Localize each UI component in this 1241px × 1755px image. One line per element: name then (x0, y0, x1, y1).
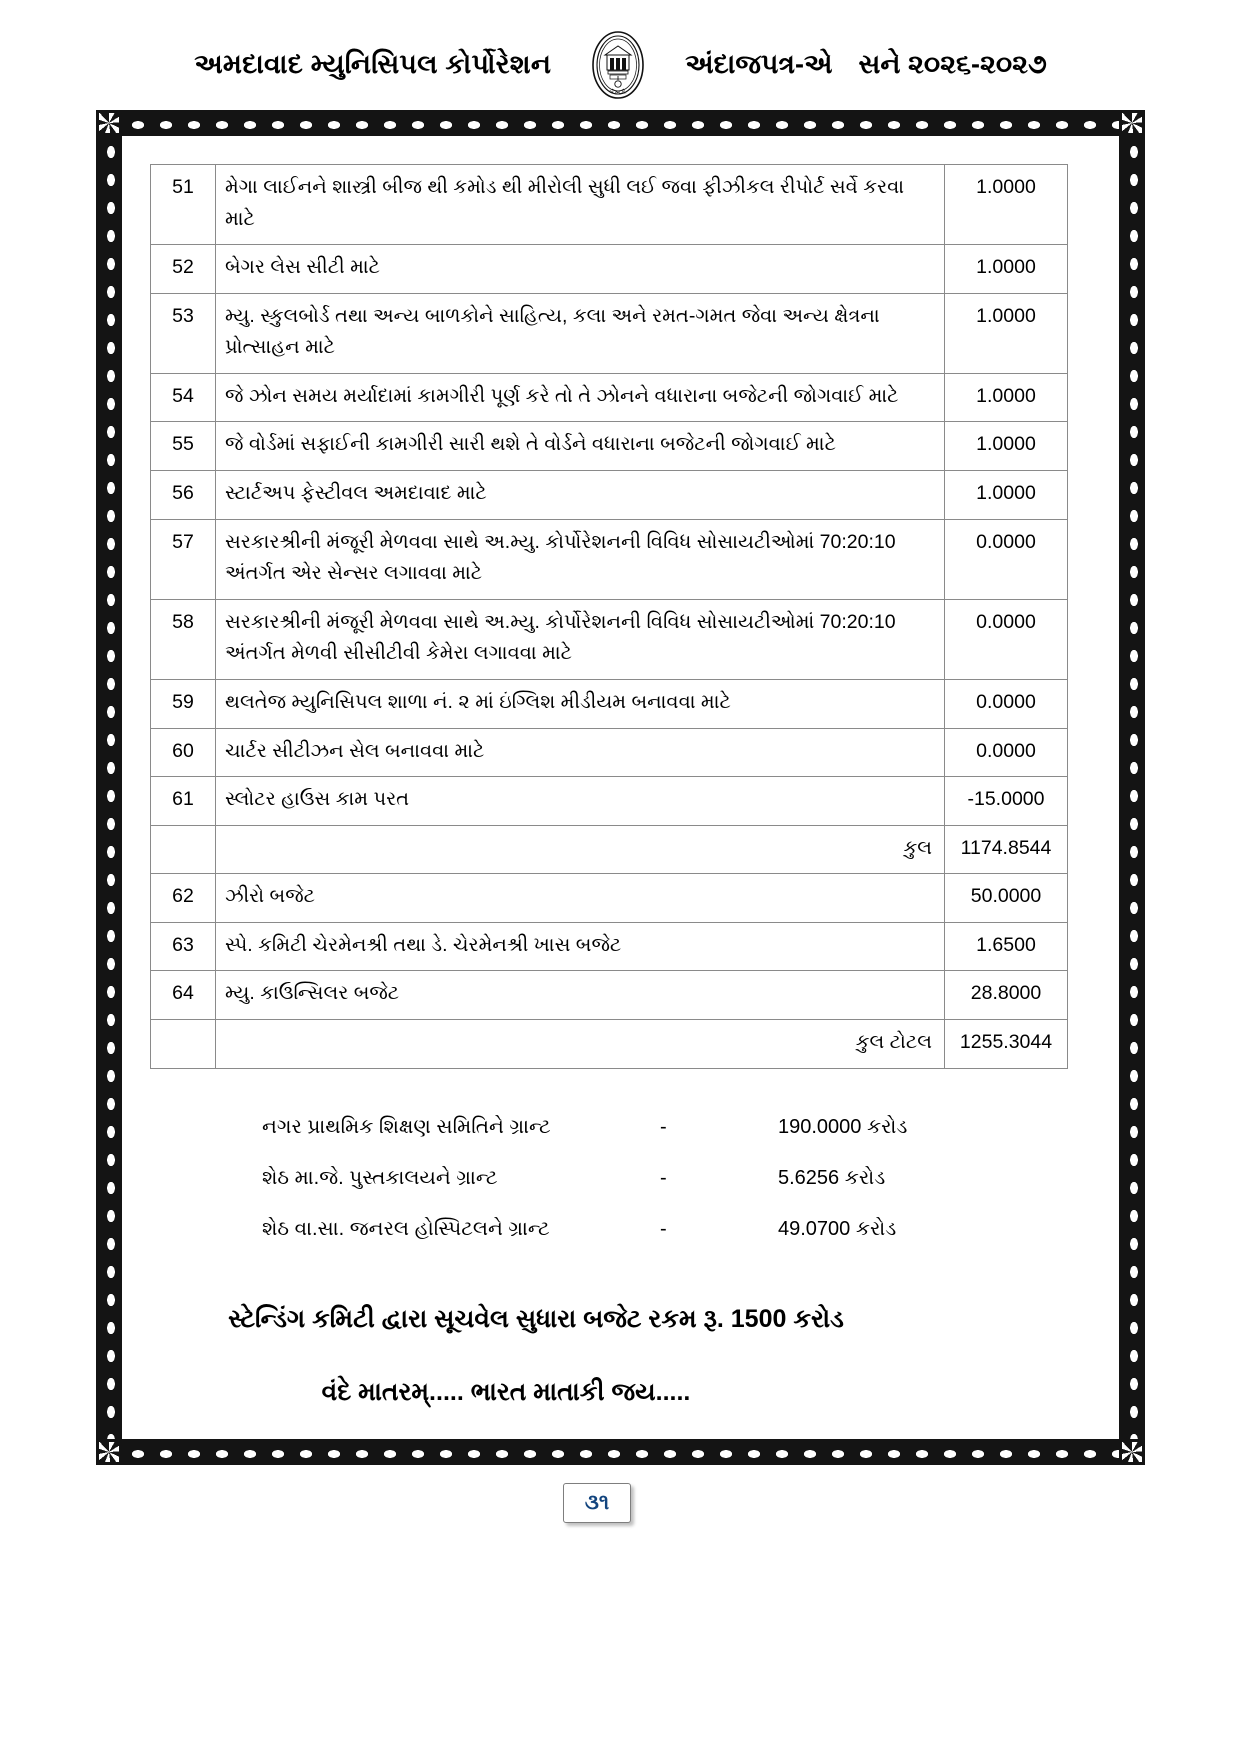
row-description: બેગર લેસ સીટી માટે (216, 245, 945, 294)
grant-separator: - (660, 1115, 667, 1138)
row-serial: 63 (151, 922, 216, 971)
row-serial (151, 1019, 216, 1068)
grants-list (150, 1113, 1012, 1243)
row-description: સ્લોટર હાઉસ કામ પરત (216, 777, 945, 826)
page-header (0, 30, 1241, 100)
row-serial: 55 (151, 422, 216, 471)
page-content (150, 164, 1053, 1407)
table-row (151, 293, 1068, 373)
row-amount: 0.0000 (945, 679, 1068, 728)
row-serial: 59 (151, 679, 216, 728)
row-description: સ્ટાર્ટઅપ ફેસ્ટીવલ અમદાવાદ માટે (216, 471, 945, 520)
row-description: સ્પે. કમિટી ચેરમેનશ્રી તથા ડે. ચેરમેનશ્રી ખાસ બજેટ (216, 922, 945, 971)
page-number-badge: ૩૧ (563, 1483, 631, 1523)
row-description: સરકારશ્રીની મંજૂરી મેળવવા સાથે અ.મ્યુ. કોર્પોરેશનની વિવિધ સોસાયટીઓમાં 70:20:10 અંતર્ગત એર સેન્સર લગાવવા માટે (216, 519, 945, 599)
row-serial: 57 (151, 519, 216, 599)
grand-total-row (151, 1019, 1068, 1068)
row-description: મ્યુ. સ્કુલબોર્ડ તથા અન્ય બાળકોને સાહિત્ય, કલા અને રમત-ગમત જેવા અન્ય ક્ષેત્રના પ્રોત્સાહન માટે (216, 293, 945, 373)
grant-name: શેઠ વા.સા. જનરલ હોસ્પિટલને ગ્રાન્ટ (262, 1217, 550, 1240)
grant-name: નગર પ્રાથમિક શિક્ષણ સમિતિને ગ્રાન્ટ (262, 1115, 551, 1138)
table-row (151, 422, 1068, 471)
row-serial: 58 (151, 599, 216, 679)
row-serial: 52 (151, 245, 216, 294)
table-row (151, 519, 1068, 599)
table-row (151, 777, 1068, 826)
row-serial: 51 (151, 165, 216, 245)
row-description: ઝીરો બજેટ (216, 874, 945, 923)
table-row (151, 245, 1068, 294)
row-amount: -15.0000 (945, 777, 1068, 826)
svg-text:અ.મ્યુ.કો.: અ.મ્યુ.કો. (609, 89, 627, 95)
border-corner-top-left (96, 110, 122, 136)
border-band-right (1119, 110, 1145, 1465)
table-row (151, 971, 1068, 1020)
row-amount: 1.0000 (945, 293, 1068, 373)
subtotal-label: કુલ (216, 825, 945, 874)
grant-amount: 49.0700 કરોડ (778, 1217, 897, 1240)
header-budget-label: અંદાજપત્ર-એ (685, 49, 833, 79)
row-amount: 0.0000 (945, 728, 1068, 777)
patriotic-slogan: વંદે માતરમ્..... ભારત માતાકી જય..... (321, 1377, 691, 1406)
border-band-top (96, 110, 1145, 136)
row-serial: 61 (151, 777, 216, 826)
border-corner-bottom-right (1119, 1439, 1145, 1465)
row-serial: 56 (151, 471, 216, 520)
table-row (151, 874, 1068, 923)
table-row (151, 165, 1068, 245)
grand-total-label: કુલ ટોટલ (216, 1019, 945, 1068)
row-serial: 54 (151, 373, 216, 422)
row-description: થલતેજ મ્યુનિસિપલ શાળા નં. ૨ માં ઇંગ્લિશ મીડીયમ બનાવવા માટે (216, 679, 945, 728)
grant-amount: 5.6256 કરોડ (778, 1166, 886, 1189)
table-row (151, 679, 1068, 728)
border-corner-bottom-left (96, 1439, 122, 1465)
budget-items-table (150, 164, 1068, 1069)
grand-total-amount: 1255.3044 (945, 1019, 1068, 1068)
row-amount: 1.0000 (945, 245, 1068, 294)
revised-budget-statement: સ્ટેન્ડિંગ કમિટી દ્વારા સૂચવેલ સુધારા બજેટ રકમ રૂ. 1500 કરોડ (228, 1304, 844, 1333)
header-organization-title: અમદાવાદ મ્યુનિસિપલ કોર્પોરેશન (194, 49, 552, 79)
row-amount: 50.0000 (945, 874, 1068, 923)
row-amount: 1.0000 (945, 373, 1068, 422)
row-serial: 62 (151, 874, 216, 923)
row-description: ચાર્ટર સીટીઝન સેલ બનાવવા માટે (216, 728, 945, 777)
border-corner-top-right (1119, 110, 1145, 136)
table-row (151, 599, 1068, 679)
border-band-left (96, 110, 122, 1465)
budget-table-body (151, 165, 1068, 1069)
row-description: મ્યુ. કાઉન્સિલર બજેટ (216, 971, 945, 1020)
grant-separator: - (660, 1217, 667, 1240)
list-item (262, 1215, 1012, 1243)
table-row (151, 471, 1068, 520)
amc-emblem-icon (579, 30, 657, 100)
border-band-bottom (96, 1439, 1145, 1465)
row-amount: 1.0000 (945, 165, 1068, 245)
row-description: જે વોર્ડમાં સફાઈની કામગીરી સારી થશે તે વોર્ડને વધારાના બજેટની જોગવાઈ માટે (216, 422, 945, 471)
grant-amount: 190.0000 કરોડ (778, 1115, 908, 1138)
table-row (151, 373, 1068, 422)
row-serial: 60 (151, 728, 216, 777)
subtotal-row (151, 825, 1068, 874)
list-item (262, 1113, 1012, 1141)
table-row (151, 922, 1068, 971)
row-serial (151, 825, 216, 874)
row-amount: 1.0000 (945, 471, 1068, 520)
row-amount: 0.0000 (945, 519, 1068, 599)
list-item (262, 1164, 1012, 1192)
table-row (151, 728, 1068, 777)
row-amount: 1.0000 (945, 422, 1068, 471)
row-amount: 0.0000 (945, 599, 1068, 679)
row-amount: 28.8000 (945, 971, 1068, 1020)
header-budget-title (685, 49, 1047, 81)
grant-name: શેઠ મા.જે. પુસ્તકાલયને ગ્રાન્ટ (262, 1166, 498, 1189)
row-serial: 53 (151, 293, 216, 373)
header-budget-year: સને ૨૦૨૬-૨૦૨૭ (858, 49, 1047, 79)
grant-separator: - (660, 1166, 667, 1189)
subtotal-amount: 1174.8544 (945, 825, 1068, 874)
row-description: સરકારશ્રીની મંજૂરી મેળવવા સાથે અ.મ્યુ. કોર્પોરેશનની વિવિધ સોસાયટીઓમાં 70:20:10 અંતર્ગત મેળવી સીસીટીવી કેમેરા લગાવવા માટે (216, 599, 945, 679)
row-amount: 1.6500 (945, 922, 1068, 971)
row-description: જે ઝોન સમય મર્યાદામાં કામગીરી પૂર્ણ કરે તો તે ઝોનને વધારાના બજેટની જોગવાઈ માટે (216, 373, 945, 422)
row-description: મેગા લાઈનને શાસ્ત્રી બીજ થી કમોડ થી મીરોલી સુધી લઈ જવા ફીઝીકલ રીપોર્ટ સર્વે કરવા માટે (216, 165, 945, 245)
row-serial: 64 (151, 971, 216, 1020)
